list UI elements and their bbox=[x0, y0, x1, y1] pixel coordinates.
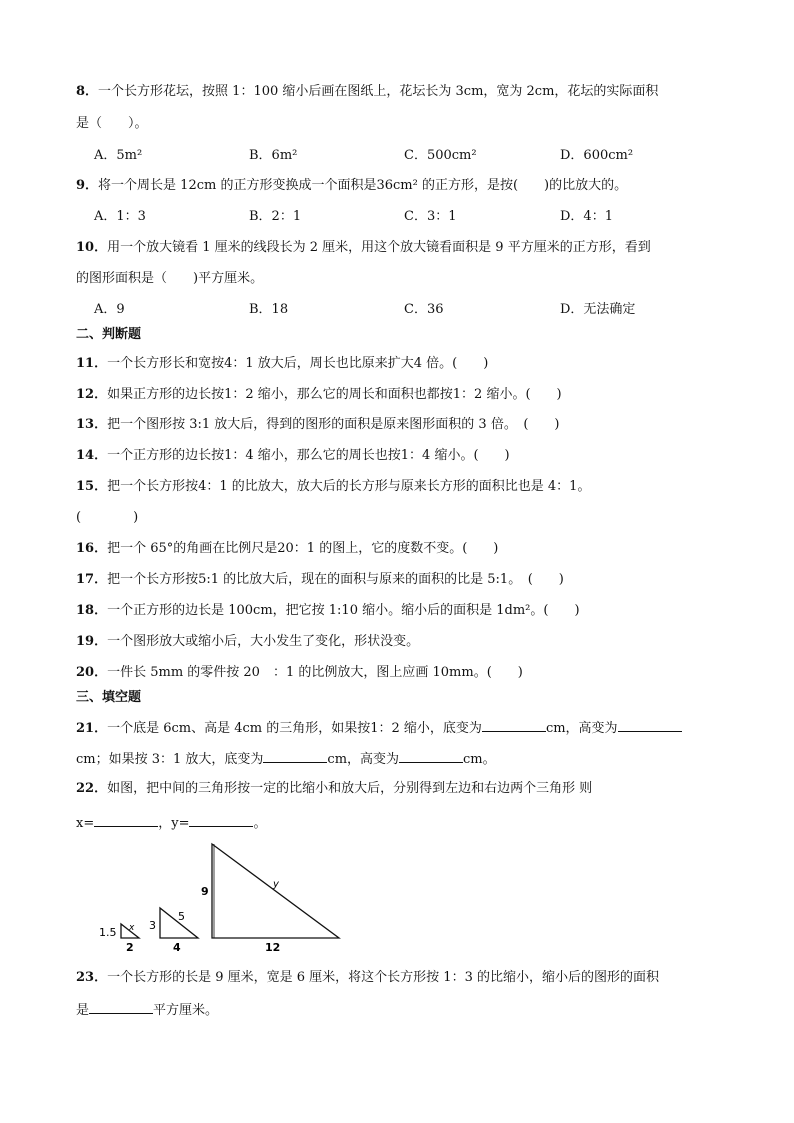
y-label: ，y= bbox=[158, 816, 190, 831]
question-text: 的图形面积是（ )平方厘米。 bbox=[76, 271, 264, 286]
question-number: 10． bbox=[76, 240, 108, 255]
question-text: 平方厘米。 bbox=[153, 1003, 219, 1018]
question-text: 把一个长方形按5:1 的比放大后，现在的面积与原来的面积的比是 5:1。 ( ) bbox=[107, 572, 564, 587]
answer-blank[interactable] bbox=[399, 748, 463, 763]
question-number: 23． bbox=[76, 970, 108, 985]
option-a[interactable]: A．5m² bbox=[94, 148, 143, 163]
question-12 bbox=[76, 385, 562, 405]
question-text: 一个正方形的边长按1：4 缩小，那么它的周长也按1：4 缩小。( ) bbox=[107, 448, 510, 463]
question-number: 17． bbox=[76, 572, 108, 587]
answer-blank[interactable] bbox=[263, 748, 327, 763]
section-heading-fill: 三、填空题 bbox=[76, 690, 142, 705]
question-text: 一个长方形长和宽按4：1 放大后，周长也比原来扩大4 倍。( ) bbox=[107, 356, 489, 371]
question-19 bbox=[76, 632, 419, 652]
question-text: 一件长 5mm 的零件按 20 ：1 的比例放大，图上应画 10mm。( ) bbox=[107, 665, 523, 680]
answer-blank[interactable] bbox=[89, 999, 153, 1014]
middle-triangle bbox=[149, 908, 198, 954]
question-23-cont bbox=[76, 999, 218, 1021]
question-number: 20． bbox=[76, 665, 108, 680]
question-8-cont bbox=[76, 114, 148, 134]
question-text: cm，高变为 bbox=[545, 721, 618, 736]
question-number: 16． bbox=[76, 541, 108, 556]
question-text: 把一个 65°的角画在比例尺是20：1 的图上，它的度数不变。( ) bbox=[107, 541, 499, 556]
question-number: 15． bbox=[76, 479, 108, 494]
question-number: 8． bbox=[76, 84, 99, 99]
option-b[interactable]: B．18 bbox=[249, 302, 289, 317]
answer-blank-y[interactable] bbox=[189, 812, 253, 827]
question-text: 将一个周长是 12cm 的正方形变换成一个面积是36cm² 的正方形，是按( )的比放大的。 bbox=[98, 178, 628, 193]
question-9 bbox=[76, 176, 627, 196]
question-text: 一个正方形的边长是 100cm，把它按 1:10 缩小。缩小后的面积是 1dm²。( ) bbox=[107, 603, 580, 618]
question-22 bbox=[76, 779, 592, 799]
option-b[interactable]: B．6m² bbox=[249, 148, 298, 163]
question-text: cm。 bbox=[463, 752, 496, 767]
question-text: 是（ ）。 bbox=[76, 116, 148, 131]
section-heading-judge: 二、判断题 bbox=[76, 327, 142, 342]
question-21-cont bbox=[76, 748, 496, 770]
question-number: 11． bbox=[76, 356, 108, 371]
question-10-cont bbox=[76, 269, 263, 289]
answer-blank[interactable] bbox=[618, 717, 682, 732]
option-c[interactable]: C．36 bbox=[404, 302, 444, 317]
question-number: 22． bbox=[76, 781, 108, 796]
question-text: 一个底是 6cm、高是 4cm 的三角形，如果按1：2 缩小，底变为 bbox=[107, 721, 482, 736]
question-22-cont bbox=[76, 812, 267, 834]
large-bottom-label: 12 bbox=[265, 941, 281, 954]
question-text: 如果正方形的边长按1：2 缩小，那么它的周长和面积也都按1：2 缩小。( ) bbox=[107, 387, 562, 402]
option-a[interactable]: A．1：3 bbox=[94, 209, 146, 224]
question-number: 9． bbox=[76, 178, 99, 193]
question-text: 一个图形放大或缩小后，大小发生了变化，形状没变。 bbox=[107, 634, 420, 649]
middle-hyp-label: 5 bbox=[178, 910, 185, 923]
question-number: 18． bbox=[76, 603, 108, 618]
option-b[interactable]: B．2：1 bbox=[249, 209, 302, 224]
question-text: 如图，把中间的三角形按一定的比缩小和放大后，分别得到左边和右边两个三角形 则 bbox=[107, 781, 593, 796]
x-label: x= bbox=[76, 816, 95, 831]
question-text: 把一个长方形按4：1 的比放大，放大后的长方形与原来长方形的面积比也是 4：1。 bbox=[107, 479, 591, 494]
large-triangle bbox=[201, 844, 339, 954]
option-d[interactable]: D．无法确定 bbox=[560, 302, 636, 317]
option-d[interactable]: D．600cm² bbox=[560, 148, 634, 163]
middle-bottom-label: 4 bbox=[173, 941, 181, 954]
large-left-label: 9 bbox=[201, 885, 209, 898]
answer-blank-x[interactable] bbox=[94, 812, 158, 827]
question-17 bbox=[76, 570, 564, 590]
question-11 bbox=[76, 354, 488, 374]
question-10 bbox=[76, 238, 651, 258]
question-text: 把一个图形按 3:1 放大后，得到的图形的面积是原来图形面积的 3 倍。 ( ) bbox=[107, 417, 560, 432]
small-left-label: 1.5 bbox=[99, 926, 117, 939]
triangles-figure bbox=[95, 838, 355, 956]
question-13 bbox=[76, 415, 559, 435]
question-text: 用一个放大镜看 1 厘米的线段长为 2 厘米，用这个放大镜看面积是 9 平方厘米的正方形，看到 bbox=[107, 240, 651, 255]
question-number: 14． bbox=[76, 448, 108, 463]
question-number: 21． bbox=[76, 721, 108, 736]
question-23 bbox=[76, 968, 659, 988]
question-15 bbox=[76, 477, 590, 497]
question-number: 13． bbox=[76, 417, 108, 432]
question-number: 19． bbox=[76, 634, 108, 649]
question-20 bbox=[76, 663, 523, 683]
question-number: 12． bbox=[76, 387, 108, 402]
question-18 bbox=[76, 601, 580, 621]
answer-paren: ( ) bbox=[76, 510, 139, 525]
question-14 bbox=[76, 446, 510, 466]
large-hyp-label: y bbox=[273, 879, 279, 890]
punctuation: 。 bbox=[253, 816, 267, 831]
small-hyp-label: x bbox=[129, 923, 135, 933]
question-text: cm；如果按 3：1 放大，底变为 bbox=[76, 752, 264, 767]
option-c[interactable]: C．3：1 bbox=[404, 209, 457, 224]
option-d[interactable]: D．4：1 bbox=[560, 209, 613, 224]
middle-left-label: 3 bbox=[149, 919, 156, 932]
question-text: cm，高变为 bbox=[327, 752, 400, 767]
question-15-cont bbox=[76, 508, 138, 528]
answer-blank[interactable] bbox=[482, 717, 546, 732]
option-c[interactable]: C．500cm² bbox=[404, 148, 477, 163]
question-8 bbox=[76, 82, 658, 102]
question-text: 是 bbox=[76, 1003, 90, 1018]
question-16 bbox=[76, 539, 498, 559]
small-bottom-label: 2 bbox=[126, 941, 134, 954]
question-text: 一个长方形的长是 9 厘米，宽是 6 厘米，将这个长方形按 1：3 的比缩小，缩小后的图形的面积 bbox=[107, 970, 659, 985]
question-text: 一个长方形花坛，按照 1：100 缩小后画在图纸上，花坛长为 3cm，宽为 2cm，花坛的实际面积 bbox=[98, 84, 659, 99]
option-a[interactable]: A．9 bbox=[94, 302, 125, 317]
small-triangle bbox=[99, 923, 139, 954]
question-21 bbox=[76, 717, 682, 739]
